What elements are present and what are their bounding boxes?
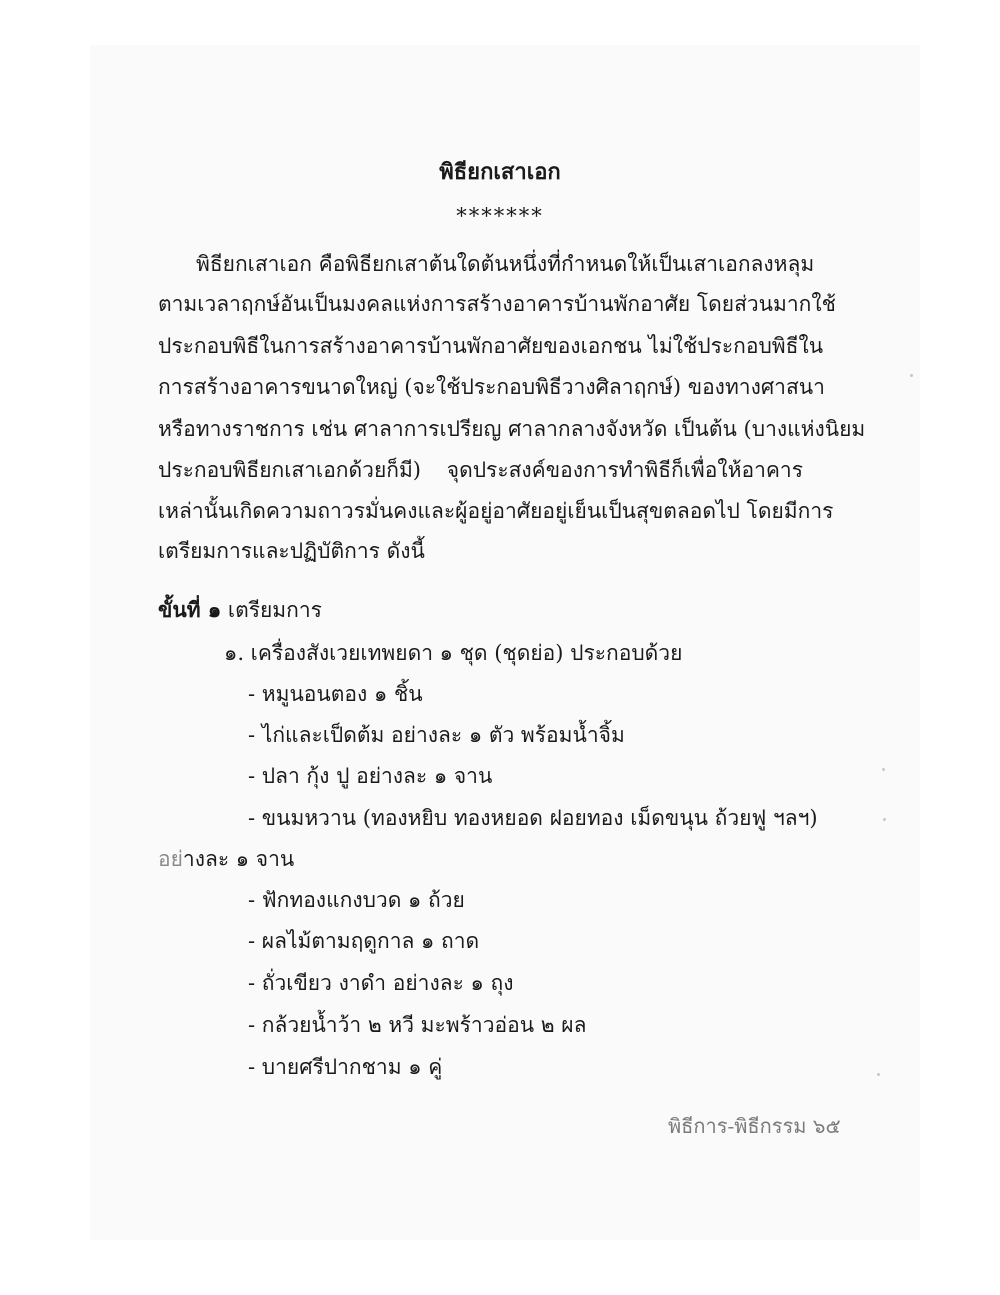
- intro-line-7: เหล่านั้นเกิดความถาวรมั่นคงและผู้อยู่อาศัยอยู่เย็นเป็นสุขตลอดไป โดยมีการ: [158, 499, 834, 523]
- scan-speck: [883, 818, 886, 821]
- page-footer: พิธีการ-พิธีกรรม ๖๕: [668, 1114, 841, 1138]
- step-heading: [158, 590, 322, 630]
- intro-line-1: พิธียกเสาเอก คือพิธียกเสาต้นใดต้นหนึ่งที่กำหนดให้เป็นเสาเอกลงหลุม: [196, 252, 815, 276]
- step-title: เตรียมการ: [227, 598, 322, 622]
- scan-speck: [877, 1073, 880, 1076]
- sweets-continuation-text: างละ ๑ จาน: [182, 847, 295, 871]
- document-title: พิธียกเสาเอก: [439, 159, 561, 185]
- sub-item: - ฟักทองแกงบวด ๑ ถ้วย: [248, 888, 465, 912]
- sub-item: - ไก่และเป็ดต้ม อย่างละ ๑ ตัว พร้อมน้ำจิ้ม: [248, 723, 625, 747]
- sub-item: - บายศรีปากชาม ๑ คู่: [248, 1055, 443, 1079]
- sub-item: - กล้วยน้ำว้า ๒ หวี มะพร้าวอ่อน ๒ ผล: [248, 1013, 587, 1037]
- intro-line-4: การสร้างอาคารขนาดใหญ่ (จะใช้ประกอบพิธีวางศิลาฤกษ์) ของทางศาสนา: [158, 375, 825, 399]
- intro-line-5: หรือทางราชการ เช่น ศาลาการเปรียญ ศาลากลางจังหวัด เป็นต้น (บางแห่งนิยม: [158, 417, 866, 441]
- sweets-continuation-faded: อย่: [158, 847, 183, 871]
- intro-line-8: เตรียมการและปฏิบัติการ ดังนี้: [158, 539, 425, 563]
- intro-line-2: ตามเวลาฤกษ์อันเป็นมงคลแห่งการสร้างอาคารบ้านพักอาศัย โดยส่วนมากใช้: [158, 292, 836, 316]
- step-label: ขั้นที่ ๑: [158, 597, 222, 622]
- title-separator: *******: [456, 204, 544, 228]
- scan-speck: [910, 374, 913, 377]
- sweets-continuation: [158, 839, 294, 879]
- sub-item: - ถั่วเขียว งาดำ อย่างละ ๑ ถุง: [248, 971, 514, 995]
- intro-line-3: ประกอบพิธีในการสร้างอาคารบ้านพักอาศัยของเอกชน ไม่ใช้ประกอบพิธีใน: [158, 334, 824, 358]
- sub-item-sweets: - ขนมหวาน (ทองหยิบ ทองหยอด ฝอยทอง เม็ดขนุน ถ้วยฟู ฯลฯ): [248, 806, 818, 830]
- sub-item: - ปลา กุ้ง ปู อย่างละ ๑ จาน: [248, 764, 493, 788]
- scan-speck: [882, 768, 885, 771]
- intro-line-6: ประกอบพิธียกเสาเอกด้วยก็มี) จุดประสงค์ของการทำพิธีก็เพื่อให้อาคาร: [158, 458, 803, 482]
- sub-item: - หมูนอนตอง ๑ ชิ้น: [248, 682, 423, 706]
- sub-item: - ผลไม้ตามฤดูกาล ๑ ถาด: [248, 929, 480, 953]
- item-1: ๑. เครื่องสังเวยเทพยดา ๑ ชุด (ชุดย่อ) ประกอบด้วย: [224, 641, 683, 665]
